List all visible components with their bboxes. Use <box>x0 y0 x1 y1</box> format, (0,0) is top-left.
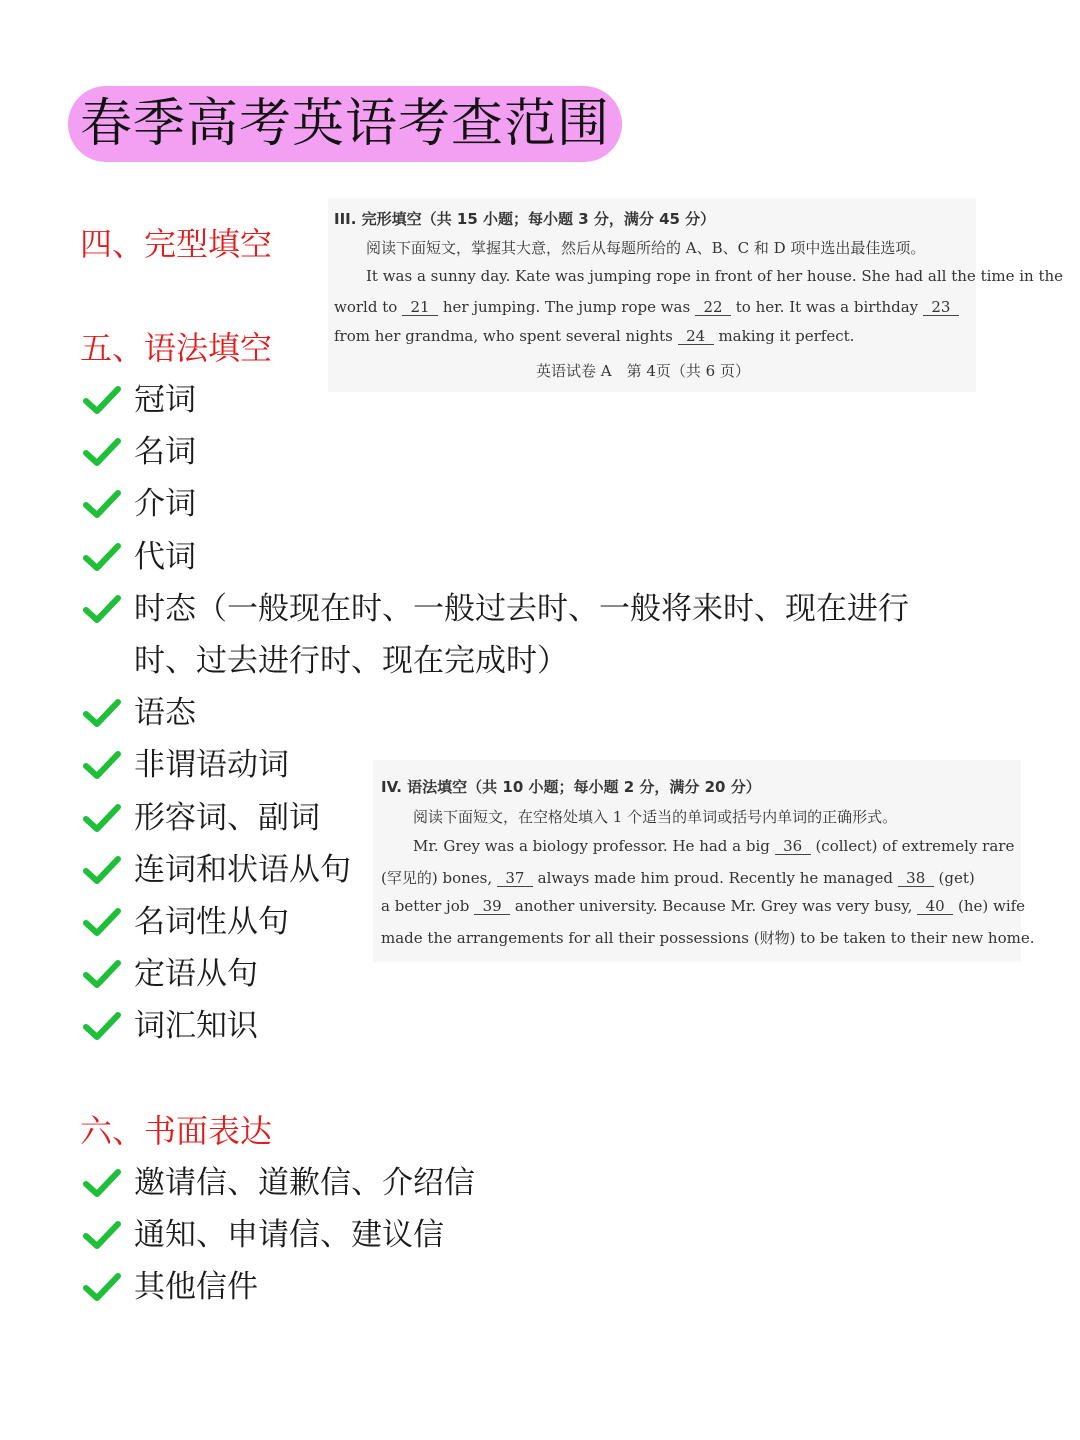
list-item <box>82 1261 475 1313</box>
excerpt-text: world to <box>334 298 398 316</box>
list-item <box>82 583 909 687</box>
excerpt-footer: 英语试卷 A 第 4页（共 6 页） <box>536 362 750 380</box>
excerpt-instruction: 阅读下面短文，掌握其大意，然后从每题所给的 A、B、C 和 D 项中选出最佳选项。 <box>366 239 926 257</box>
blank-38: 38 <box>898 870 934 887</box>
list-item-label: 词汇知识 <box>134 1008 258 1045</box>
list-item <box>82 1157 475 1209</box>
blank-22: 22 <box>695 299 731 316</box>
list-item <box>82 531 909 583</box>
list-item-label: 名词性从句 <box>134 904 289 941</box>
list-item-label: 时态（一般现在时、一般过去时、一般将来时、现在进行 <box>134 590 909 627</box>
page-title: 春季高考英语考查范围 <box>68 86 622 162</box>
section-heading-grammar: 五、语法填空 <box>80 329 273 367</box>
list-item-label: 其他信件 <box>134 1269 258 1306</box>
check-icon <box>82 1219 122 1251</box>
excerpt-line <box>413 837 1014 855</box>
check-icon <box>82 541 122 573</box>
check-icon <box>82 749 122 781</box>
excerpt-heading: III. 完形填空（共 15 小题；每小题 3 分，满分 45 分） <box>334 210 716 228</box>
blank-40: 40 <box>917 898 953 915</box>
check-icon <box>82 1167 122 1199</box>
list-item <box>82 1209 475 1261</box>
section-heading-writing: 六、书面表达 <box>80 1112 273 1150</box>
excerpt-line <box>381 897 1025 915</box>
excerpt-text: to her. It was a birthday <box>735 298 919 316</box>
check-icon <box>82 593 122 625</box>
blank-39: 39 <box>474 898 510 915</box>
excerpt-text: a better job <box>381 897 470 915</box>
list-item-label: 定语从句 <box>134 956 258 993</box>
list-item-label: 介词 <box>134 486 196 523</box>
check-icon <box>82 697 122 729</box>
list-item-label: 名词 <box>134 434 196 471</box>
excerpt-text: (he) wife <box>957 897 1026 915</box>
excerpt-line: made the arrangements for all their possessions (财物) to be taken to their new home. <box>381 929 1035 947</box>
blank-37: 37 <box>497 870 533 887</box>
excerpt-text: making it perfect. <box>718 327 855 345</box>
excerpt-heading: IV. 语法填空（共 10 小题；每小题 2 分，满分 20 分） <box>381 778 761 796</box>
list-item <box>82 1000 909 1052</box>
blank-36: 36 <box>775 838 811 855</box>
blank-23: 23 <box>923 299 959 316</box>
grammar-exam-excerpt <box>373 760 1035 962</box>
excerpt-line <box>381 867 975 888</box>
excerpt-text: (get) <box>938 869 975 887</box>
list-item <box>82 478 909 530</box>
cloze-exam-excerpt <box>328 198 1064 392</box>
excerpt-line <box>334 298 959 316</box>
check-icon <box>82 854 122 886</box>
list-item-label-continued: 时、过去进行时、现在完成时） <box>134 643 568 680</box>
list-item-label: 连词和状语从句 <box>134 851 351 888</box>
excerpt-text: her jumping. The jump rope was <box>442 298 691 316</box>
check-icon <box>82 906 122 938</box>
excerpt-text: from her grandma, who spent several nights <box>334 327 673 345</box>
blank-21: 21 <box>402 299 438 316</box>
list-item <box>82 687 909 739</box>
excerpt-text: another university. Because Mr. Grey was very busy, <box>514 897 913 915</box>
list-item <box>82 426 909 478</box>
excerpt-line <box>334 327 854 345</box>
check-icon <box>82 384 122 416</box>
list-item-label: 冠词 <box>134 382 196 418</box>
excerpt-line: It was a sunny day. Kate was jumping rope in front of her house. She had all the time in the <box>366 267 1064 285</box>
check-icon <box>82 436 122 468</box>
list-item-label: 非谓语动词 <box>134 747 289 784</box>
check-icon <box>82 958 122 990</box>
check-icon <box>82 802 122 834</box>
check-icon <box>82 1010 122 1042</box>
excerpt-text: always made him proud. Recently he managed <box>537 869 893 887</box>
list-item-label: 形容词、副词 <box>134 799 320 836</box>
blank-24: 24 <box>678 328 714 345</box>
list-item-label: 代词 <box>134 538 196 575</box>
list-item-label: 语态 <box>134 695 196 732</box>
check-icon <box>82 488 122 520</box>
excerpt-text: (collect) of extremely rare <box>815 837 1015 855</box>
excerpt-instruction: 阅读下面短文，在空格处填入 1 个适当的单词或括号内单词的正确形式。 <box>413 808 898 826</box>
excerpt-text: (罕见的) bones, <box>381 869 493 887</box>
excerpt-text: Mr. Grey was a biology professor. He had a big <box>413 837 770 855</box>
check-icon <box>82 1271 122 1303</box>
section-heading-cloze: 四、完型填空 <box>80 225 273 263</box>
list-item-label: 邀请信、道歉信、介绍信 <box>134 1165 475 1201</box>
list-item-label: 通知、申请信、建议信 <box>134 1217 444 1254</box>
writing-topic-list <box>82 1157 475 1314</box>
